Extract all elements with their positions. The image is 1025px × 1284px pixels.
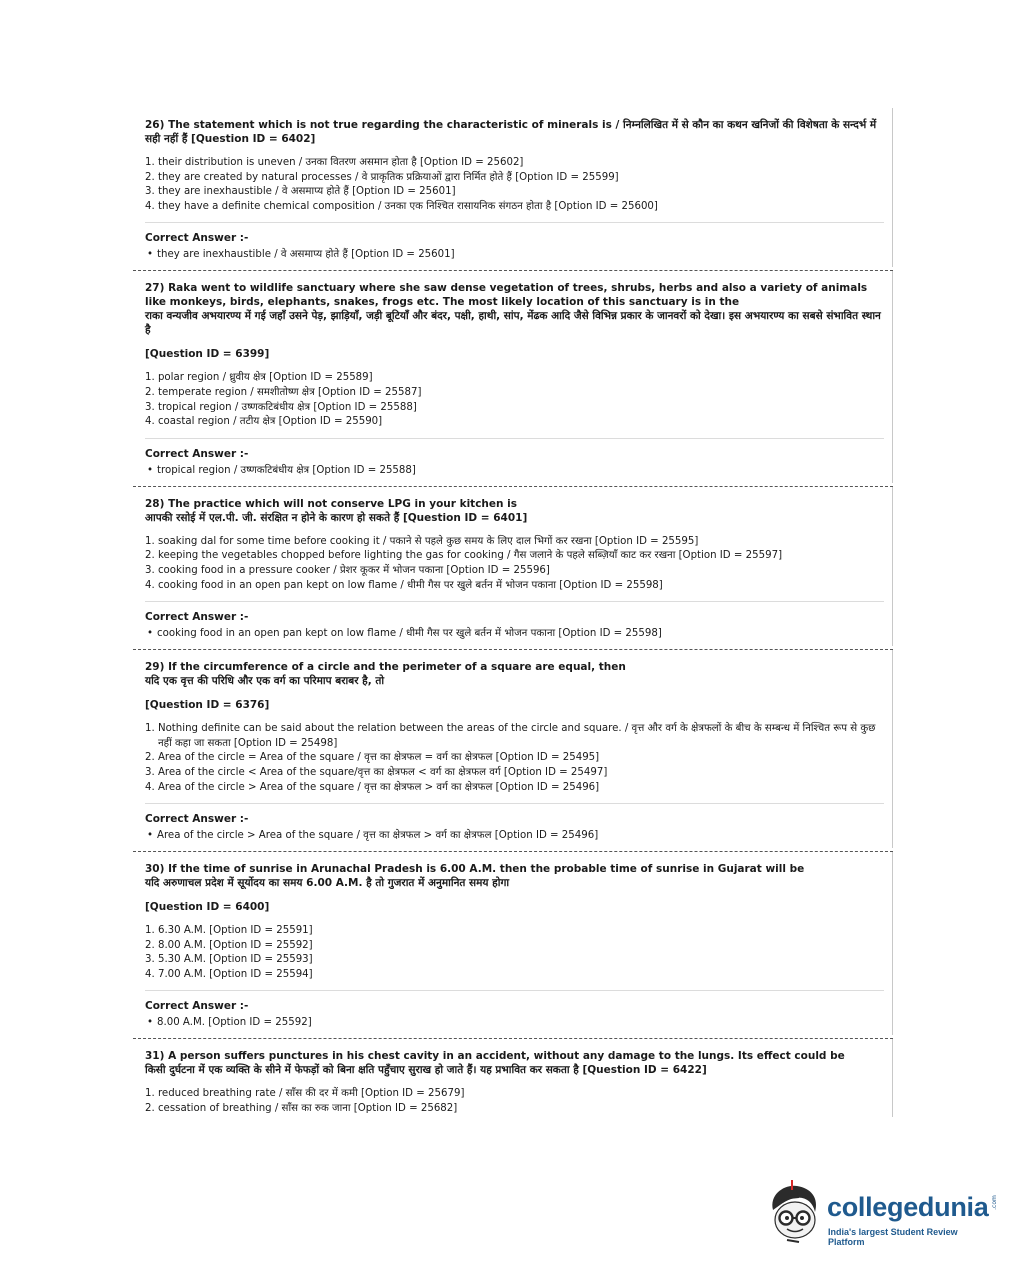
question-block — [133, 487, 893, 646]
question-title: राका वन्यजीव अभयारण्य में गई जहाँ उसने पेड़, झाड़ियाँ, जड़ी बूटियाँ और बंदर, पक्षी, हाथी, सांप, मेंढक आदि जैसे विभिन्न प्रकार के जानवरों को देखा। इस अभयारण्य का सबसे संभावित स्थान है — [145, 310, 881, 337]
correct-answer-text: they are inexhaustible / वे असमाप्य होते हैं [Option ID = 25601] — [157, 249, 455, 261]
correct-answer-text: 8.00 A.M. [Option ID = 25592] — [157, 1017, 312, 1029]
correct-answer-section — [145, 438, 884, 483]
correct-answer-section — [145, 222, 884, 267]
question-id: [Question ID = 6399] — [145, 348, 270, 361]
options-list — [145, 722, 884, 795]
option-item: 3. Area of the circle < Area of the square/वृत्त का क्षेत्रफल < वर्ग का क्षेत्रफल वर्ग [Option ID = 25497] — [145, 766, 608, 778]
correct-answer-item — [145, 829, 884, 843]
option-item: 2. they are created by natural processes / वे प्राकृतिक प्रक्रियाओं द्वारा निर्मित होते हैं [Option ID = 25599] — [145, 171, 619, 183]
bullet-icon: • — [147, 830, 154, 842]
question-title: 28) The practice which will not conserve LPG in your kitchen is — [145, 497, 517, 510]
correct-answer-text: Area of the circle > Area of the square / वृत्त का क्षेत्रफल > वर्ग का क्षेत्रफल [Option ID = 25496] — [157, 830, 599, 842]
option-item: 4. cooking food in an open pan kept on low flame / धीमी गैस पर खुले बर्तन में भोजन पकाना [Option ID = 25598] — [145, 579, 663, 591]
option-item: 3. tropical region / उष्णकटिबंधीय क्षेत्र [Option ID = 25588] — [145, 401, 417, 413]
options-list — [145, 371, 884, 429]
correct-answer-label: Correct Answer :- — [145, 232, 249, 245]
options-list — [145, 1087, 884, 1116]
logo-domain: .com — [990, 1195, 998, 1210]
question-block — [133, 271, 893, 482]
correct-answer-item — [145, 627, 884, 641]
correct-answer-text: tropical region / उष्णकटिबंधीय क्षेत्र [Option ID = 25588] — [157, 464, 416, 476]
question-title: किसी दुर्घटना में एक व्यक्ति के सीने में फेफड़ों को बिना क्षति पहुँचाए सुराख हो जाते हैं। यह प्रभावित कर सकता है [Question ID = 6422] — [145, 1064, 707, 1077]
option-item: 2. cessation of breathing / साँस का रुक जाना [Option ID = 25682] — [145, 1103, 458, 1115]
question-block — [133, 1039, 893, 1116]
option-item: 1. polar region / ध्रुवीय क्षेत्र [Option ID = 25589] — [145, 372, 373, 384]
logo-tagline: India's largest Student Review Platform — [828, 1227, 958, 1247]
question-title: 31) A person suffers punctures in his chest cavity in an accident, without any damage to the lungs. Its effect could be — [145, 1050, 845, 1063]
correct-answer-label: Correct Answer :- — [145, 447, 249, 460]
option-item: 4. coastal region / तटीय क्षेत्र [Option ID = 25590] — [145, 416, 383, 428]
correct-answer-label: Correct Answer :- — [145, 813, 249, 826]
question-block — [133, 852, 893, 1035]
correct-answer-item — [145, 1016, 884, 1030]
question-title: 27) Raka went to wildlife sanctuary where she saw dense vegetation of trees, shrubs, herbs and also a variety of animals like monkeys, birds, elephants, snakes, frogs etc. The most likely location of this sanctuary is in the — [145, 282, 868, 309]
question-title: 26) The statement which is not true regarding the characteristic of minerals is / निम्नलिखित में से कौन का कथन खनिजों की विशेषता के सन्दर्भ में सही नहीं हैं [Question ID = 6402] — [145, 119, 877, 145]
correct-answer-item — [145, 464, 884, 478]
correct-answer-section — [145, 601, 884, 646]
option-item: 3. cooking food in a pressure cooker / प्रेशर कूकर में भोजन पकाना [Option ID = 25596] — [145, 564, 550, 576]
bullet-icon: • — [147, 249, 154, 261]
option-item: 2. temperate region / समशीतोष्ण क्षेत्र [Option ID = 25587] — [145, 386, 422, 398]
question-title: यदि एक वृत्त की परिधि और एक वर्ग का परिमाप बराबर है, तो — [145, 675, 385, 688]
options-list — [145, 924, 884, 982]
bullet-icon: • — [147, 1017, 154, 1029]
option-item: 1. 6.30 A.M. [Option ID = 25591] — [145, 925, 313, 937]
question-block — [133, 650, 893, 848]
question-list — [133, 108, 893, 1117]
bullet-icon: • — [147, 628, 154, 640]
mascot-icon — [765, 1180, 827, 1250]
option-item: 3. they are inexhaustible / वे असमाप्य होते हैं [Option ID = 25601] — [145, 186, 456, 198]
correct-answer-text: cooking food in an open pan kept on low flame / धीमी गैस पर खुले बर्तन में भोजन पकाना [Option ID = 25598] — [157, 628, 662, 640]
collegedunia-logo[interactable] — [765, 1180, 998, 1250]
question-block — [133, 108, 893, 267]
option-item: 1. their distribution is uneven / उनका वितरण असमान होता है [Option ID = 25602] — [145, 157, 524, 168]
correct-answer-item — [145, 248, 884, 262]
option-item: 1. soaking dal for some time before cooking it / पकाने से पहले कुछ समय के लिए दाल भिगों कर रखना [Option ID = 25595] — [145, 535, 699, 547]
option-item: 1. Nothing definite can be said about the relation between the areas of the circle and square. / वृत्त और वर्ग के क्षेत्रफलों के बीच के सम्बन्ध में निश्चित रूप से कुछ नहीं कहा जा सकता [Option ID = 25498] — [145, 723, 876, 749]
option-item: 2. keeping the vegetables chopped before lighting the gas for cooking / गैस जलाने के पहले सब्ज़ियाँ काट कर रखना [Option ID = 25597] — [145, 550, 783, 562]
option-item: 3. 5.30 A.M. [Option ID = 25593] — [145, 954, 313, 966]
bullet-icon: • — [147, 464, 154, 476]
options-list — [145, 535, 884, 593]
option-item: 2. Area of the circle = Area of the square / वृत्त का क्षेत्रफल = वर्ग का क्षेत्रफल [Option ID = 25495] — [145, 752, 600, 764]
question-id: [Question ID = 6400] — [145, 901, 270, 914]
question-title: 29) If the circumference of a circle and the perimeter of a square are equal, then — [145, 661, 626, 674]
question-title: यदि अरुणाचल प्रदेश में सूर्योदय का समय 6.00 A.M. है तो गुजरात में अनुमानित समय होगा — [145, 877, 510, 890]
correct-answer-section — [145, 990, 884, 1035]
option-item: 4. Area of the circle > Area of the square / वृत्त का क्षेत्रफल > वर्ग का क्षेत्रफल [Option ID = 25496] — [145, 781, 600, 793]
option-item: 4. 7.00 A.M. [Option ID = 25594] — [145, 968, 313, 980]
correct-answer-label: Correct Answer :- — [145, 1000, 249, 1013]
option-item: 1. reduced breathing rate / साँस की दर में कमी [Option ID = 25679] — [145, 1088, 465, 1100]
option-item: 2. 8.00 A.M. [Option ID = 25592] — [145, 939, 313, 951]
question-title: 30) If the time of sunrise in Arunachal Pradesh is 6.00 A.M. then the probable time of sunrise in Gujarat will be — [145, 863, 805, 876]
options-list — [145, 156, 884, 214]
question-title: आपकी रसोई में एल.पी. जी. संरक्षित न होने के कारण हो सकते हैं [Question ID = 6401] — [145, 511, 528, 524]
logo-wordmark: collegedunia — [827, 1192, 989, 1222]
correct-answer-section — [145, 803, 884, 848]
question-id: [Question ID = 6376] — [145, 699, 270, 712]
correct-answer-label: Correct Answer :- — [145, 611, 249, 624]
option-item: 4. they have a definite chemical composition / उनका एक निश्चित रासायनिक संगठन होता है [Option ID = 25600] — [145, 200, 658, 212]
